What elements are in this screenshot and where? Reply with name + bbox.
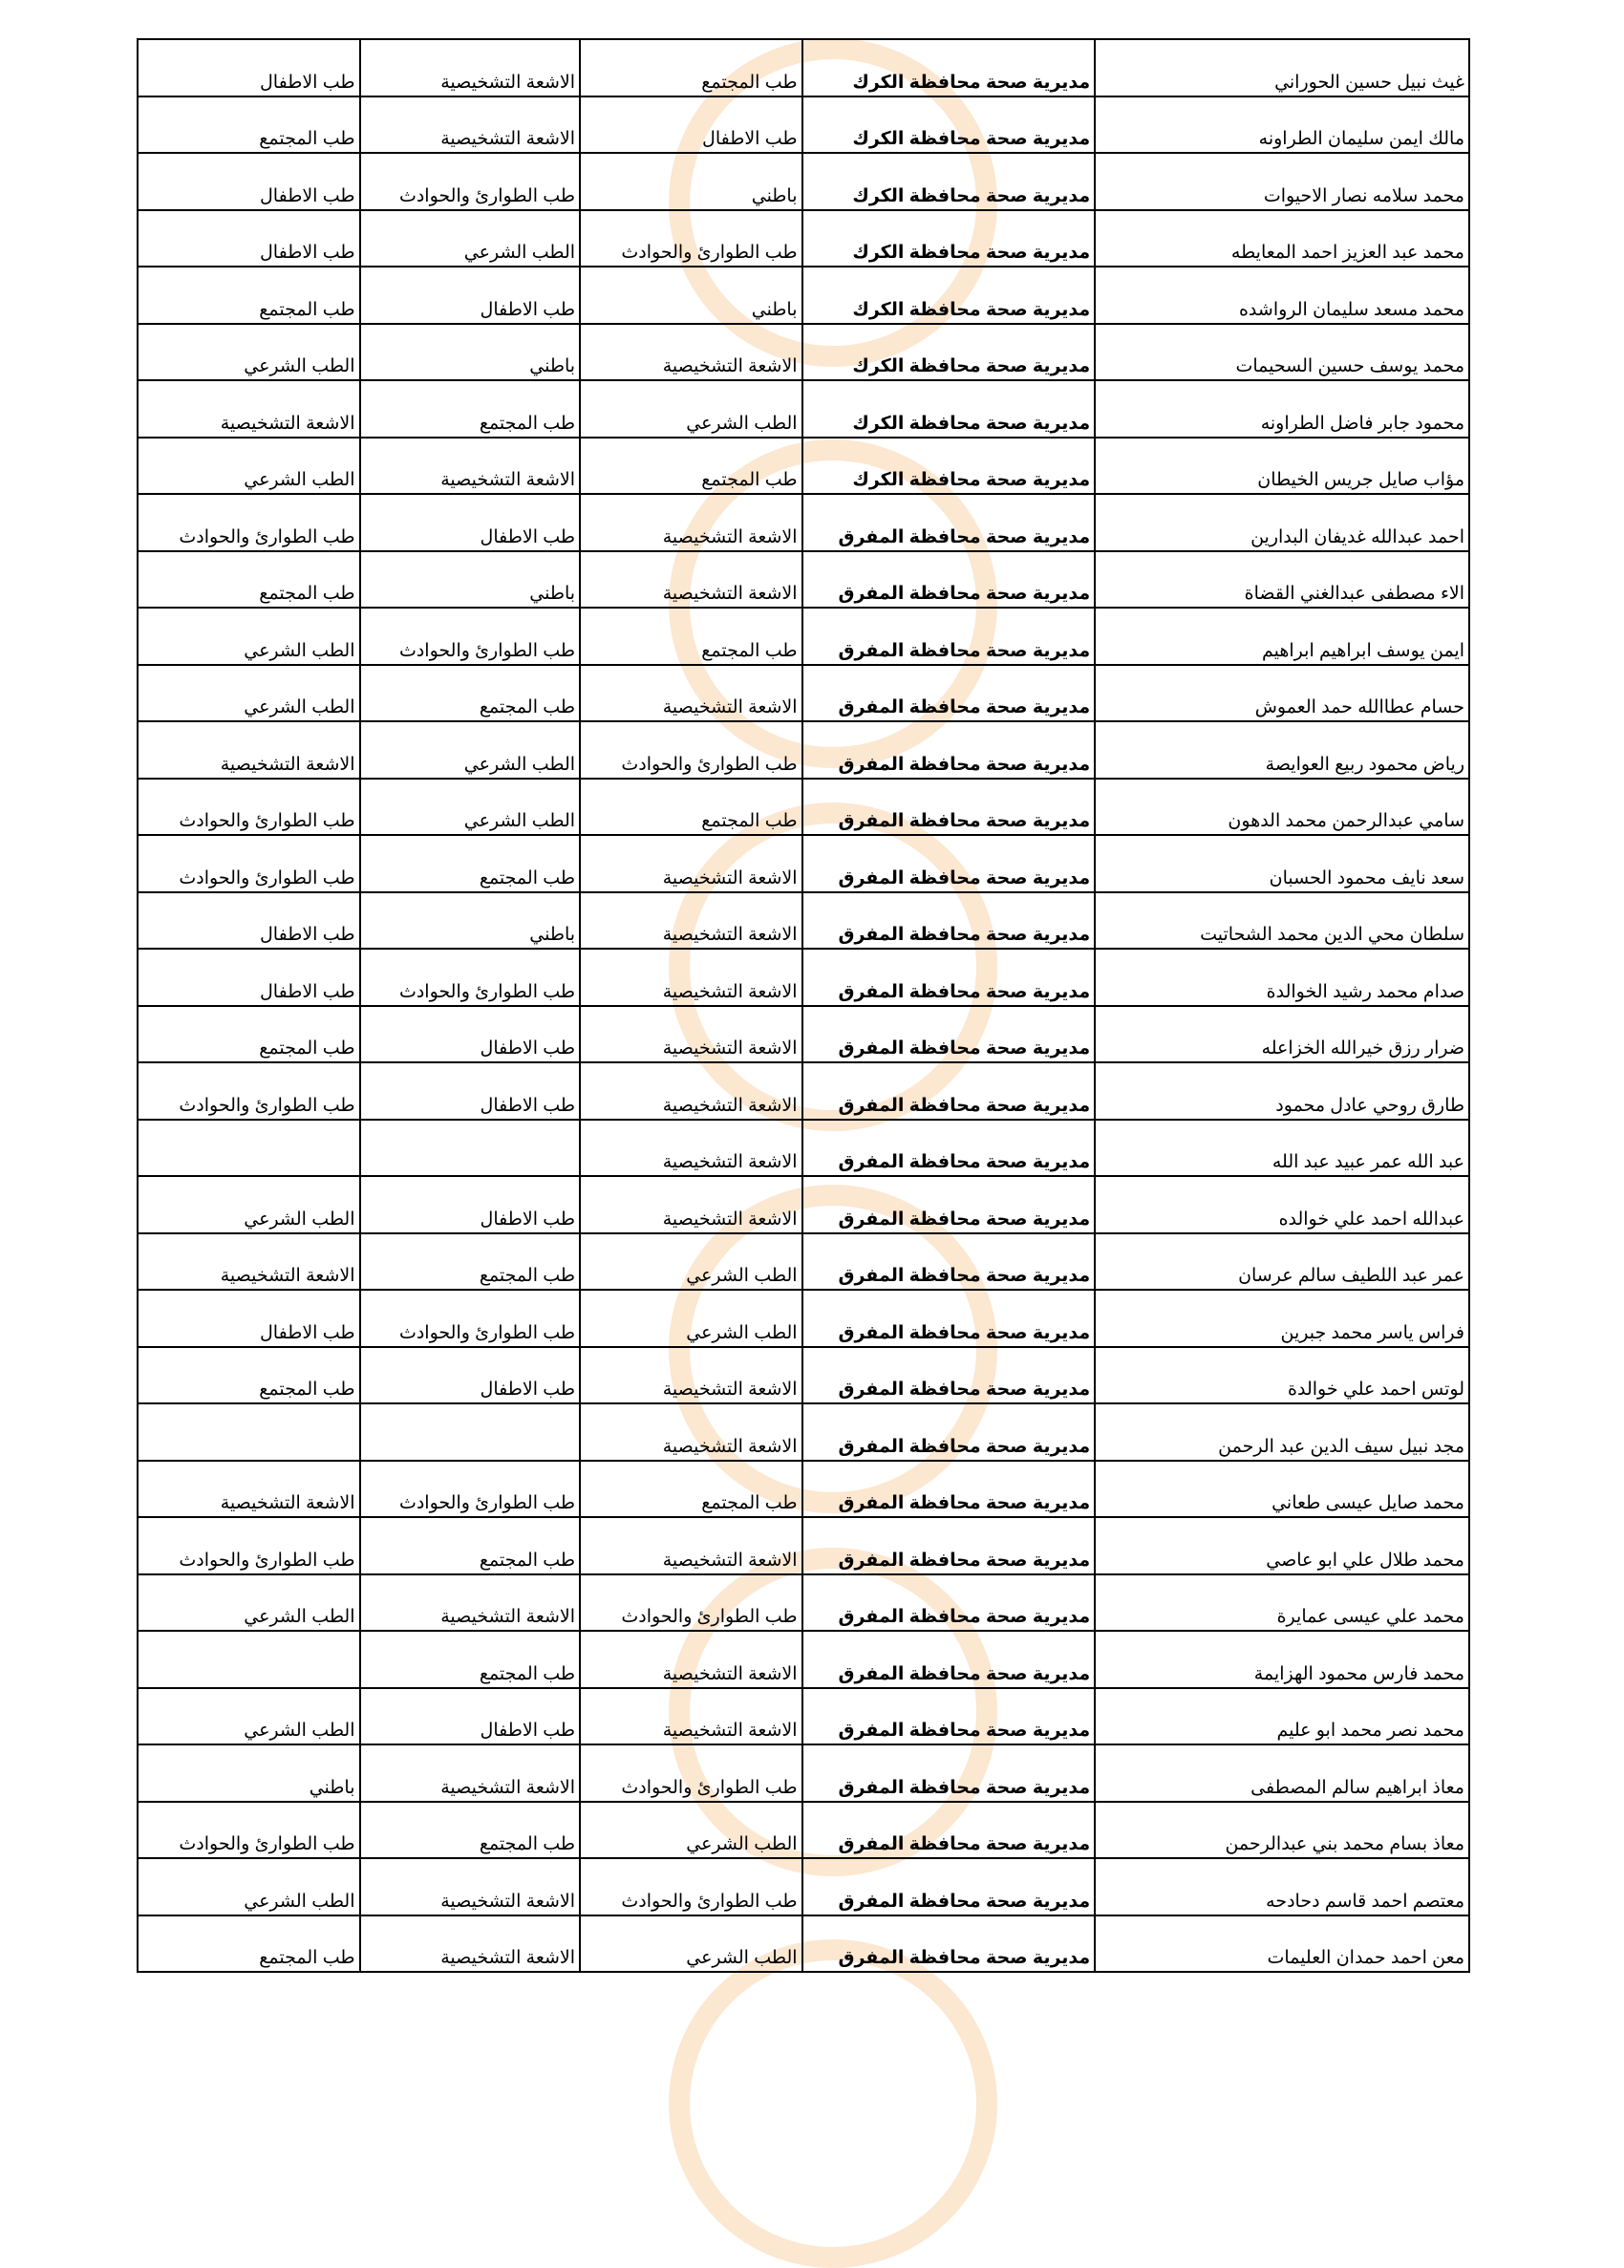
choice3-cell: طب المجتمع: [138, 551, 360, 609]
choice2-cell: طب الطوارئ والحوادث: [360, 1290, 581, 1347]
choice1-cell: الاشعة التشخيصية: [580, 1347, 801, 1404]
name-cell: محمود جابر فاضل الطراونه: [1095, 380, 1469, 438]
choice1-cell: الاشعة التشخيصية: [580, 1120, 801, 1177]
assignments-table: [137, 38, 1470, 1973]
choice3-cell: الطب الشرعي: [138, 1574, 360, 1632]
choice3-cell: طب الطوارئ والحوادث: [138, 835, 360, 892]
choice2-cell: طب المجتمع: [360, 1802, 581, 1859]
choice2-cell: طب الاطفال: [360, 494, 581, 551]
choice3-cell: طب المجتمع: [138, 96, 360, 154]
choice2-cell: طب الطوارئ والحوادث: [360, 153, 581, 210]
table-row: [138, 1631, 1469, 1688]
directorate-cell: مديرية صحة محافظة المفرق: [802, 1802, 1096, 1859]
choice1-cell: الطب الشرعي: [580, 1290, 801, 1347]
choice3-cell: طب المجتمع: [138, 1006, 360, 1063]
choice3-cell: الطب الشرعي: [138, 1176, 360, 1233]
name-cell: حسام عطاالله حمد العموش: [1095, 665, 1469, 722]
choice3-cell: الاشعة التشخيصية: [138, 721, 360, 779]
choice3-cell: طب الاطفال: [138, 892, 360, 950]
choice2-cell: باطني: [360, 892, 581, 950]
table-row: [138, 1403, 1469, 1461]
choice3-cell: طب الطوارئ والحوادث: [138, 1517, 360, 1574]
choice2-cell: الاشعة التشخيصية: [360, 39, 581, 96]
name-cell: فراس ياسر محمد جبرين: [1095, 1290, 1469, 1347]
choice2-cell: طب المجتمع: [360, 1631, 581, 1688]
choice2-cell: طب الاطفال: [360, 1176, 581, 1233]
choice3-cell: الطب الشرعي: [138, 1858, 360, 1915]
choice3-cell: الاشعة التشخيصية: [138, 1461, 360, 1518]
choice1-cell: الاشعة التشخيصية: [580, 665, 801, 722]
choice2-cell: الطب الشرعي: [360, 210, 581, 267]
directorate-cell: مديرية صحة محافظة المفرق: [802, 1574, 1096, 1632]
name-cell: احمد عبدالله غديفان البدارين: [1095, 494, 1469, 551]
name-cell: الاء مصطفى عبدالغني القضاة: [1095, 551, 1469, 609]
choice2-cell: [360, 1403, 581, 1461]
name-cell: محمد سلامه نصار الاحيوات: [1095, 153, 1469, 210]
choice1-cell: طب المجتمع: [580, 1461, 801, 1518]
directorate-cell: مديرية صحة محافظة المفرق: [802, 892, 1096, 950]
name-cell: عبدالله احمد علي خوالده: [1095, 1176, 1469, 1233]
choice3-cell: طب الاطفال: [138, 153, 360, 210]
table-row: [138, 608, 1469, 665]
choice1-cell: الاشعة التشخيصية: [580, 1517, 801, 1574]
table-row: [138, 1347, 1469, 1404]
table-row: [138, 721, 1469, 779]
directorate-cell: مديرية صحة محافظة المفرق: [802, 1744, 1096, 1802]
table-row: [138, 1574, 1469, 1632]
name-cell: غيث نبيل حسين الحوراني: [1095, 39, 1469, 96]
name-cell: معن احمد حمدان العليمات: [1095, 1915, 1469, 1973]
table-row: [138, 1461, 1469, 1518]
name-cell: محمد نصر محمد ابو عليم: [1095, 1688, 1469, 1745]
table-row: [138, 267, 1469, 324]
choice2-cell: طب المجتمع: [360, 665, 581, 722]
directorate-cell: مديرية صحة محافظة المفرق: [802, 779, 1096, 836]
choice1-cell: الطب الشرعي: [580, 1233, 801, 1291]
choice1-cell: الاشعة التشخيصية: [580, 892, 801, 950]
choice2-cell: طب الاطفال: [360, 1347, 581, 1404]
table-row: [138, 39, 1469, 96]
choice2-cell: الطب الشرعي: [360, 779, 581, 836]
choice2-cell: طب الاطفال: [360, 1006, 581, 1063]
table-row: [138, 1517, 1469, 1574]
table-row: [138, 1744, 1469, 1802]
choice3-cell: طب الطوارئ والحوادث: [138, 1062, 360, 1120]
choice1-cell: الاشعة التشخيصية: [580, 1688, 801, 1745]
choice1-cell: طب المجتمع: [580, 438, 801, 495]
directorate-cell: مديرية صحة محافظة المفرق: [802, 1120, 1096, 1177]
choice1-cell: الاشعة التشخيصية: [580, 1006, 801, 1063]
table-row: [138, 949, 1469, 1006]
choice2-cell: الاشعة التشخيصية: [360, 96, 581, 154]
directorate-cell: مديرية صحة محافظة المفرق: [802, 835, 1096, 892]
choice3-cell: طب الاطفال: [138, 1290, 360, 1347]
choice3-cell: [138, 1120, 360, 1177]
table-row: [138, 438, 1469, 495]
choice2-cell: الاشعة التشخيصية: [360, 1744, 581, 1802]
choice1-cell: الاشعة التشخيصية: [580, 551, 801, 609]
name-cell: مجد نبيل سيف الدين عبد الرحمن: [1095, 1403, 1469, 1461]
name-cell: سلطان محي الدين محمد الشحاتيت: [1095, 892, 1469, 950]
directorate-cell: مديرية صحة محافظة الكرك: [802, 438, 1096, 495]
table-row: [138, 892, 1469, 950]
choice2-cell: باطني: [360, 324, 581, 381]
name-cell: محمد مسعد سليمان الرواشده: [1095, 267, 1469, 324]
choice3-cell: طب الطوارئ والحوادث: [138, 494, 360, 551]
choice1-cell: طب الاطفال: [580, 96, 801, 154]
choice1-cell: باطني: [580, 153, 801, 210]
name-cell: سامي عبدالرحمن محمد الدهون: [1095, 779, 1469, 836]
choice1-cell: طب الطوارئ والحوادث: [580, 1574, 801, 1632]
choice1-cell: طب الطوارئ والحوادث: [580, 1744, 801, 1802]
choice3-cell: الاشعة التشخيصية: [138, 1233, 360, 1291]
table-row: [138, 210, 1469, 267]
directorate-cell: مديرية صحة محافظة المفرق: [802, 721, 1096, 779]
directorate-cell: مديرية صحة محافظة المفرق: [802, 1176, 1096, 1233]
directorate-cell: مديرية صحة محافظة المفرق: [802, 665, 1096, 722]
choice1-cell: طب المجتمع: [580, 39, 801, 96]
choice1-cell: طب الطوارئ والحوادث: [580, 1858, 801, 1915]
name-cell: عبد الله عمر عبيد عبد الله: [1095, 1120, 1469, 1177]
choice3-cell: طب المجتمع: [138, 267, 360, 324]
choice1-cell: الاشعة التشخيصية: [580, 949, 801, 1006]
name-cell: رياض محمود ربيع العوايصة: [1095, 721, 1469, 779]
directorate-cell: مديرية صحة محافظة المفرق: [802, 1461, 1096, 1518]
choice1-cell: الطب الشرعي: [580, 1802, 801, 1859]
name-cell: محمد يوسف حسين السحيمات: [1095, 324, 1469, 381]
directorate-cell: مديرية صحة محافظة المفرق: [802, 1688, 1096, 1745]
choice1-cell: طب الطوارئ والحوادث: [580, 210, 801, 267]
name-cell: محمد عبد العزيز احمد المعايطه: [1095, 210, 1469, 267]
choice3-cell: [138, 1403, 360, 1461]
choice2-cell: طب الاطفال: [360, 267, 581, 324]
choice1-cell: طب الطوارئ والحوادث: [580, 721, 801, 779]
table-row: [138, 1858, 1469, 1915]
table-row: [138, 1233, 1469, 1291]
name-cell: محمد فارس محمود الهزايمة: [1095, 1631, 1469, 1688]
directorate-cell: مديرية صحة محافظة المفرق: [802, 1006, 1096, 1063]
table-row: [138, 1176, 1469, 1233]
name-cell: صدام محمد رشيد الخوالدة: [1095, 949, 1469, 1006]
choice3-cell: [138, 1631, 360, 1688]
name-cell: ضرار رزق خيرالله الخزاعله: [1095, 1006, 1469, 1063]
table-row: [138, 324, 1469, 381]
name-cell: معاذ ابراهيم سالم المصطفى: [1095, 1744, 1469, 1802]
choice1-cell: الاشعة التشخيصية: [580, 324, 801, 381]
name-cell: محمد طلال علي ابو عاصي: [1095, 1517, 1469, 1574]
directorate-cell: مديرية صحة محافظة الكرك: [802, 380, 1096, 438]
choice3-cell: الطب الشرعي: [138, 438, 360, 495]
directorate-cell: مديرية صحة محافظة الكرك: [802, 39, 1096, 96]
name-cell: محمد صايل عيسى طعاني: [1095, 1461, 1469, 1518]
choice1-cell: الاشعة التشخيصية: [580, 1631, 801, 1688]
table-row: [138, 779, 1469, 836]
table-row: [138, 551, 1469, 609]
name-cell: مالك ايمن سليمان الطراونه: [1095, 96, 1469, 154]
table-row: [138, 665, 1469, 722]
choice2-cell: الطب الشرعي: [360, 721, 581, 779]
table-row: [138, 1915, 1469, 1973]
choice3-cell: طب المجتمع: [138, 1915, 360, 1973]
directorate-cell: مديرية صحة محافظة المفرق: [802, 551, 1096, 609]
choice2-cell: طب الطوارئ والحوادث: [360, 1461, 581, 1518]
directorate-cell: مديرية صحة محافظة المفرق: [802, 1858, 1096, 1915]
table-row: [138, 153, 1469, 210]
choice1-cell: الطب الشرعي: [580, 380, 801, 438]
choice1-cell: طب المجتمع: [580, 608, 801, 665]
name-cell: معاذ بسام محمد بني عبدالرحمن: [1095, 1802, 1469, 1859]
choice3-cell: طب الاطفال: [138, 949, 360, 1006]
choice2-cell: طب المجتمع: [360, 1233, 581, 1291]
choice2-cell: طب المجتمع: [360, 835, 581, 892]
choice1-cell: الاشعة التشخيصية: [580, 835, 801, 892]
directorate-cell: مديرية صحة محافظة المفرق: [802, 1631, 1096, 1688]
name-cell: لوتس احمد علي خوالدة: [1095, 1347, 1469, 1404]
choice2-cell: طب الطوارئ والحوادث: [360, 949, 581, 1006]
directorate-cell: مديرية صحة محافظة المفرق: [802, 1347, 1096, 1404]
choice2-cell: طب المجتمع: [360, 380, 581, 438]
directorate-cell: مديرية صحة محافظة المفرق: [802, 1290, 1096, 1347]
directorate-cell: مديرية صحة محافظة الكرك: [802, 96, 1096, 154]
table-row: [138, 1120, 1469, 1177]
table-row: [138, 1062, 1469, 1120]
choice2-cell: الاشعة التشخيصية: [360, 1915, 581, 1973]
choice1-cell: طب المجتمع: [580, 779, 801, 836]
name-cell: عمر عبد اللطيف سالم عرسان: [1095, 1233, 1469, 1291]
choice1-cell: الاشعة التشخيصية: [580, 1403, 801, 1461]
choice3-cell: طب المجتمع: [138, 1347, 360, 1404]
choice3-cell: طب الطوارئ والحوادث: [138, 779, 360, 836]
name-cell: ايمن يوسف ابراهيم ابراهيم: [1095, 608, 1469, 665]
choice2-cell: الاشعة التشخيصية: [360, 438, 581, 495]
choice3-cell: باطني: [138, 1744, 360, 1802]
name-cell: طارق روحي عادل محمود: [1095, 1062, 1469, 1120]
name-cell: محمد علي عيسى عمايرة: [1095, 1574, 1469, 1632]
name-cell: سعد نايف محمود الحسبان: [1095, 835, 1469, 892]
choice2-cell: طب الاطفال: [360, 1688, 581, 1745]
choice2-cell: باطني: [360, 551, 581, 609]
table-row: [138, 1290, 1469, 1347]
choice1-cell: الاشعة التشخيصية: [580, 494, 801, 551]
choice3-cell: الطب الشرعي: [138, 665, 360, 722]
directorate-cell: مديرية صحة محافظة المفرق: [802, 949, 1096, 1006]
table-row: [138, 494, 1469, 551]
choice3-cell: طب الاطفال: [138, 210, 360, 267]
directorate-cell: مديرية صحة محافظة الكرك: [802, 153, 1096, 210]
choice2-cell: طب المجتمع: [360, 1517, 581, 1574]
choice3-cell: الاشعة التشخيصية: [138, 380, 360, 438]
choice3-cell: طب الطوارئ والحوادث: [138, 1802, 360, 1859]
directorate-cell: مديرية صحة محافظة المفرق: [802, 1233, 1096, 1291]
table-row: [138, 1688, 1469, 1745]
table-row: [138, 1006, 1469, 1063]
watermark-logo: [669, 1939, 997, 2268]
directorate-cell: مديرية صحة محافظة المفرق: [802, 1517, 1096, 1574]
choice1-cell: باطني: [580, 267, 801, 324]
name-cell: معتصم احمد قاسم دحادحه: [1095, 1858, 1469, 1915]
choice1-cell: الطب الشرعي: [580, 1915, 801, 1973]
choice2-cell: طب الاطفال: [360, 1062, 581, 1120]
directorate-cell: مديرية صحة محافظة الكرك: [802, 324, 1096, 381]
name-cell: مؤاب صايل جريس الخيطان: [1095, 438, 1469, 495]
choice3-cell: طب الاطفال: [138, 39, 360, 96]
choice2-cell: [360, 1120, 581, 1177]
directorate-cell: مديرية صحة محافظة المفرق: [802, 494, 1096, 551]
choice3-cell: الطب الشرعي: [138, 324, 360, 381]
table-row: [138, 1802, 1469, 1859]
choice1-cell: الاشعة التشخيصية: [580, 1176, 801, 1233]
table-row: [138, 96, 1469, 154]
directorate-cell: مديرية صحة محافظة المفرق: [802, 1062, 1096, 1120]
choice2-cell: الاشعة التشخيصية: [360, 1858, 581, 1915]
table-row: [138, 835, 1469, 892]
directorate-cell: مديرية صحة محافظة الكرك: [802, 210, 1096, 267]
directorate-cell: مديرية صحة محافظة المفرق: [802, 1403, 1096, 1461]
choice2-cell: طب الطوارئ والحوادث: [360, 608, 581, 665]
choice3-cell: الطب الشرعي: [138, 608, 360, 665]
choice1-cell: الاشعة التشخيصية: [580, 1062, 801, 1120]
table-row: [138, 380, 1469, 438]
choice3-cell: الطب الشرعي: [138, 1688, 360, 1745]
directorate-cell: مديرية صحة محافظة المفرق: [802, 608, 1096, 665]
directorate-cell: مديرية صحة محافظة الكرك: [802, 267, 1096, 324]
directorate-cell: مديرية صحة محافظة المفرق: [802, 1915, 1096, 1973]
choice2-cell: الاشعة التشخيصية: [360, 1574, 581, 1632]
